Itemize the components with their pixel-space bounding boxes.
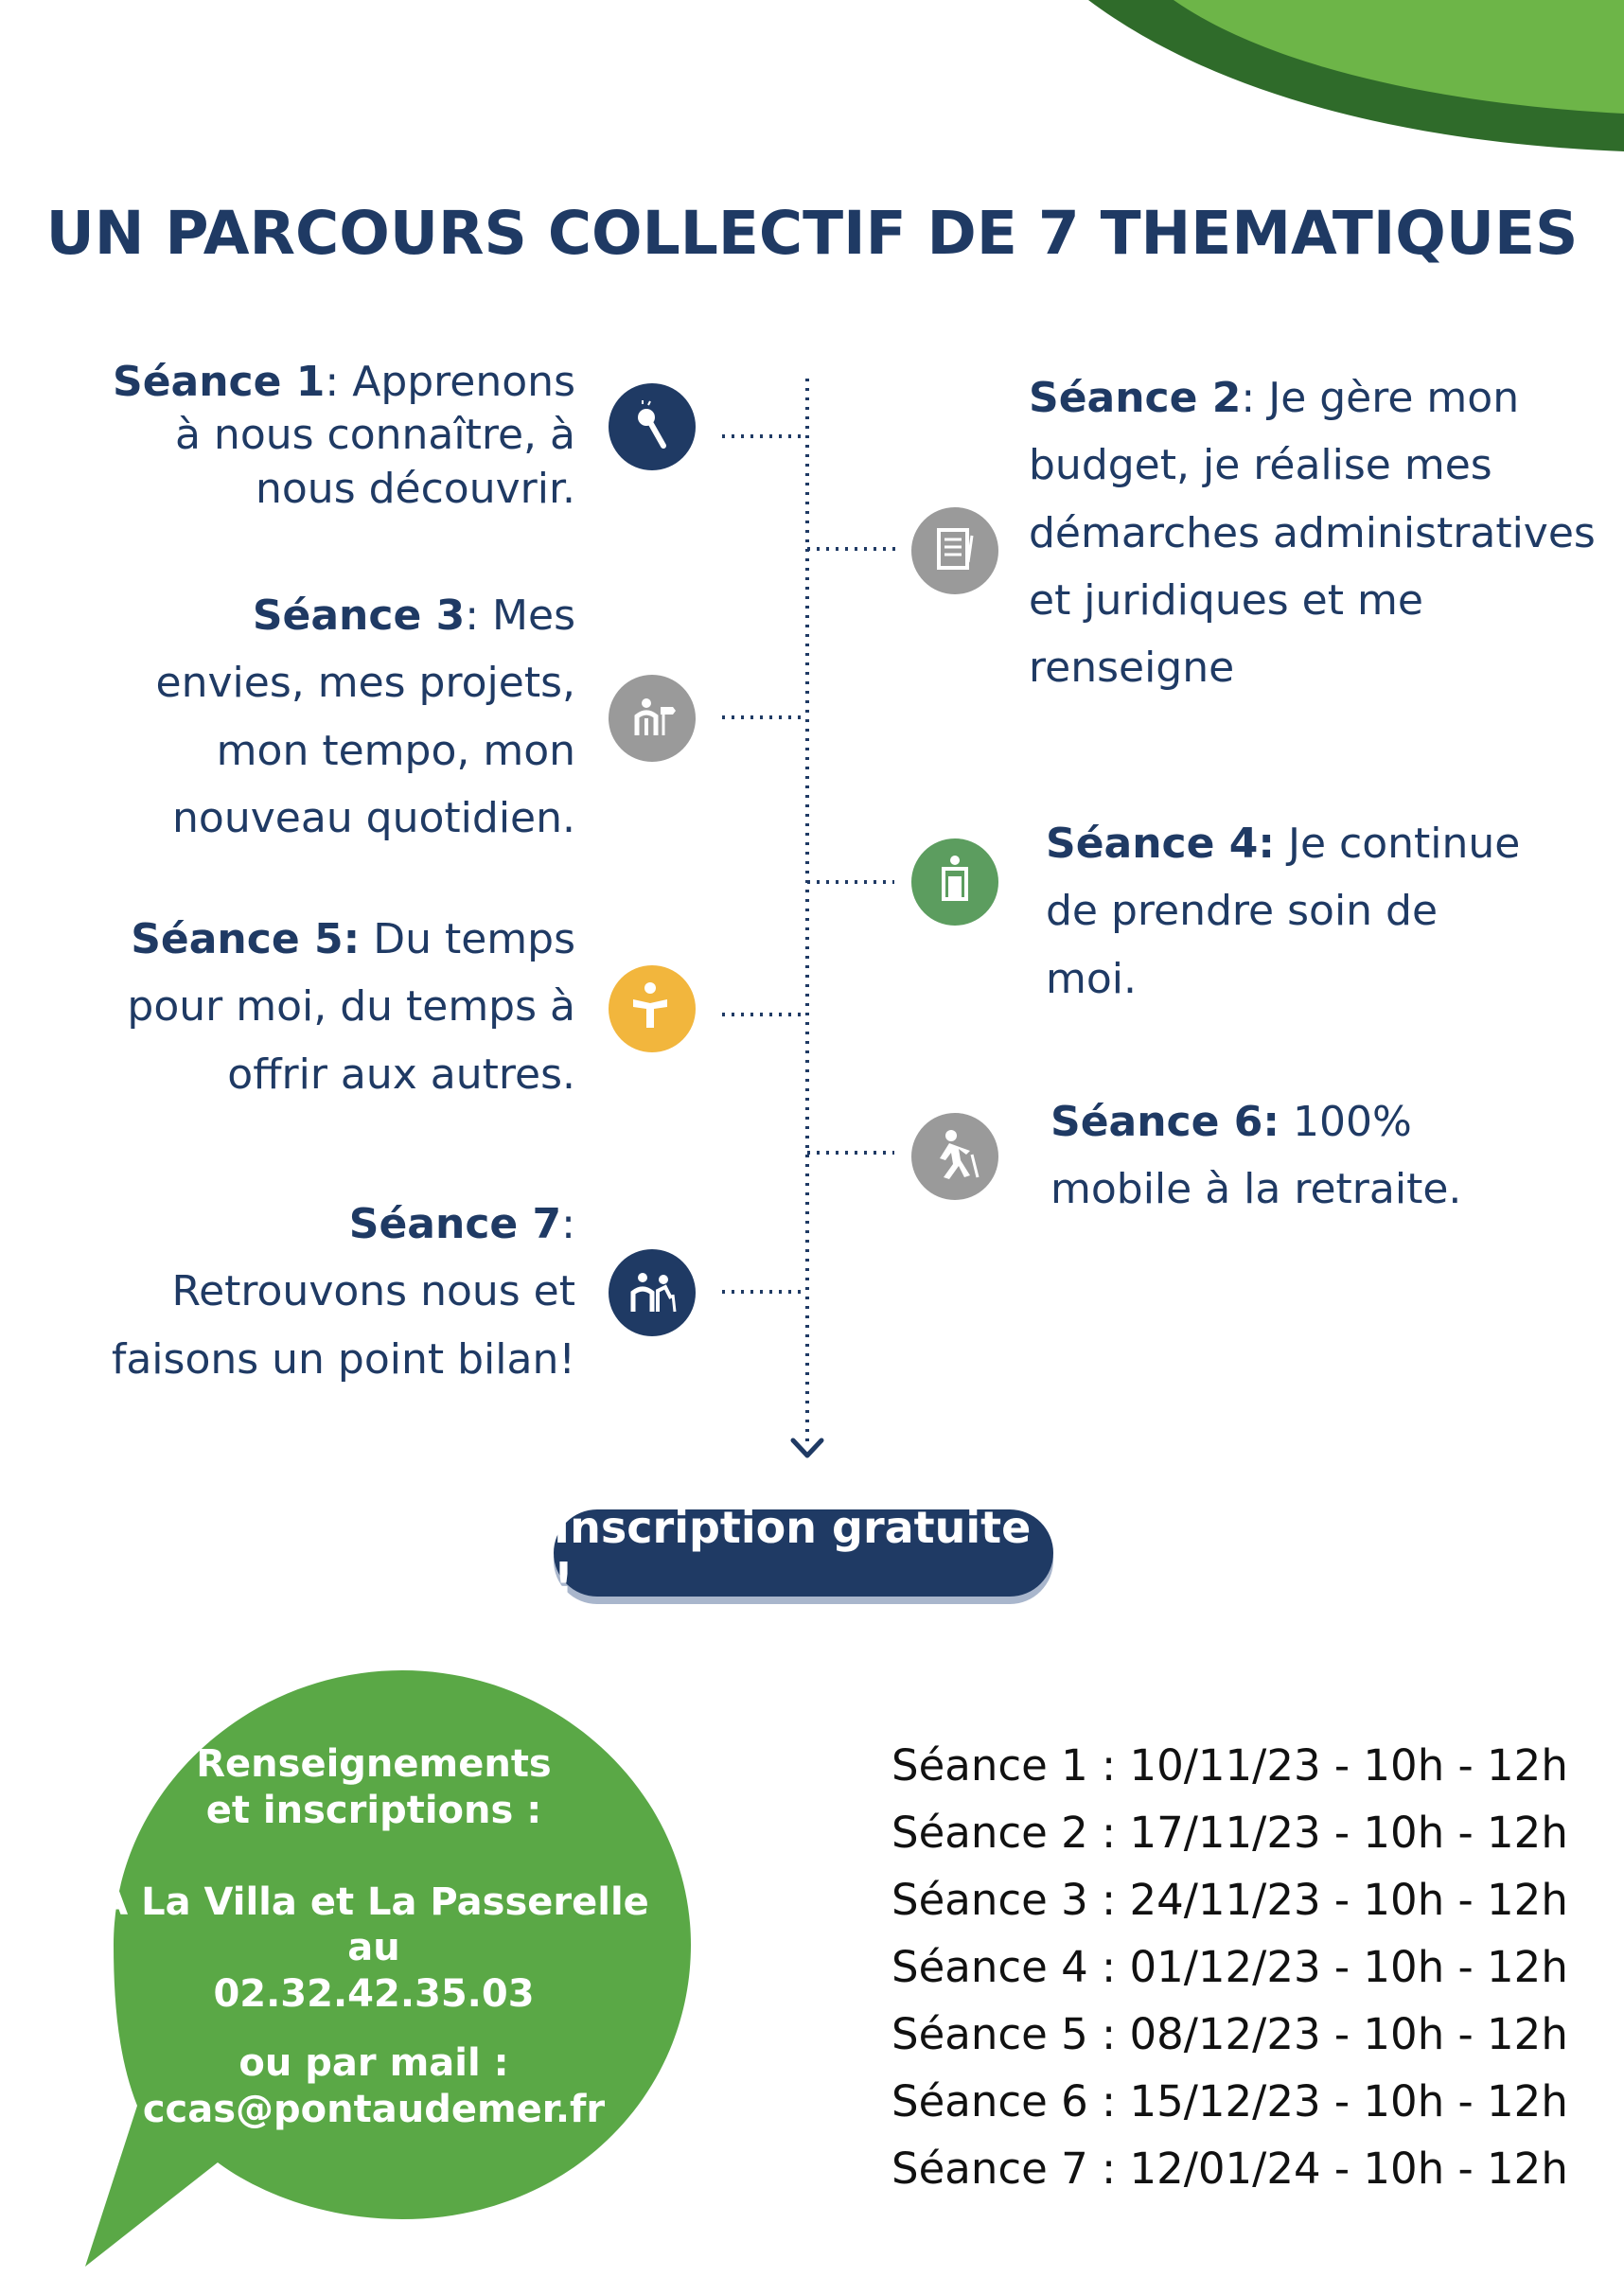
session-6-description: 100% mobile à la retraite.: [1050, 1098, 1462, 1214]
contact-heading-2: et inscriptions :: [205, 1788, 542, 1832]
session-3-label: Séance 3: [252, 591, 466, 640]
signpost-person-icon: [609, 675, 696, 762]
page-title: UN PARCOURS COLLECTIF DE 7 THEMATIQUES: [45, 199, 1579, 268]
session-2-description: Je gère mon budget, je réalise mes démarches administratives et juridiques et me renseigne: [1029, 374, 1596, 693]
session-6-label: Séance 6:: [1050, 1098, 1280, 1146]
walking-person-icon: [911, 1113, 998, 1200]
session-4-text: [1046, 810, 1538, 1013]
free-registration-badge: Inscription gratuite !: [554, 1509, 1053, 1597]
session-1-description: Apprenons à nous connaître, à nous découvrir.: [174, 358, 575, 513]
session-7-label: Séance 7: [348, 1200, 562, 1248]
contact-heading-1: Renseignements: [196, 1742, 552, 1786]
session-3-description: Mes envies, mes projets, mon tempo, mon nouveau quotidien.: [155, 591, 575, 842]
microphone-icon: [609, 383, 696, 470]
schedule-item: Séance 1 : 10/11/23 - 10h - 12h: [891, 1740, 1568, 1791]
schedule-item: Séance 3 : 24/11/23 - 10h - 12h: [891, 1875, 1568, 1925]
schedule-item: Séance 2 : 17/11/23 - 10h - 12h: [891, 1808, 1568, 1858]
session-7-description: Retrouvons nous et faisons un point bilan!: [111, 1267, 575, 1384]
schedule-item: Séance 5 : 08/12/23 - 10h - 12h: [891, 2009, 1568, 2059]
session-5-text: [114, 906, 575, 1108]
session-1-text: Séance 1: Apprenons à nous connaître, à nous découvrir.: [113, 358, 575, 513]
meditation-icon: [609, 965, 696, 1052]
arrow-down-icon: [793, 1440, 821, 1456]
contact-mail-label: ou par mail :: [238, 2040, 509, 2085]
contact-info: [95, 1741, 653, 2133]
schedule-item: Séance 6 : 15/12/23 - 10h - 12h: [891, 2076, 1568, 2126]
document-icon: [911, 507, 998, 594]
session-6-text: [1050, 1088, 1543, 1224]
contact-place: A La Villa et La Passerelle: [98, 1879, 649, 1924]
session-5-description: Du temps pour moi, du temps à offrir aux autres.: [127, 915, 575, 1099]
session-3-text: Séance 3: Mes envies, mes projets, mon tempo, mon nouveau quotidien.: [155, 591, 575, 842]
hospital-person-icon: [911, 838, 998, 926]
session-1-label: Séance 1: [113, 358, 326, 406]
contact-phone[interactable]: 02.32.42.35.03: [213, 1972, 535, 2017]
session-7-text: Séance 7: Retrouvons nous et faisons un point bilan!: [111, 1200, 575, 1384]
schedule-item: Séance 7 : 12/01/24 - 10h - 12h: [891, 2144, 1568, 2194]
contact-email[interactable]: ccas@pontaudemer.fr: [142, 2087, 606, 2131]
session-2-label: Séance 2: [1029, 374, 1242, 422]
session-5-label: Séance 5:: [131, 915, 361, 963]
two-people-icon: [609, 1249, 696, 1336]
schedule-item: Séance 4 : 01/12/23 - 10h - 12h: [891, 1942, 1568, 1992]
contact-au: au: [347, 1926, 400, 1970]
session-2-text: Séance 2: Je gère mon budget, je réalise mes démarches administratives et juridiques et me renseigne: [1029, 374, 1596, 693]
schedule-list: [891, 1732, 1568, 2202]
session-4-description: Je continue de prendre soin de moi.: [1046, 820, 1521, 1003]
session-4-label: Séance 4:: [1046, 820, 1275, 868]
